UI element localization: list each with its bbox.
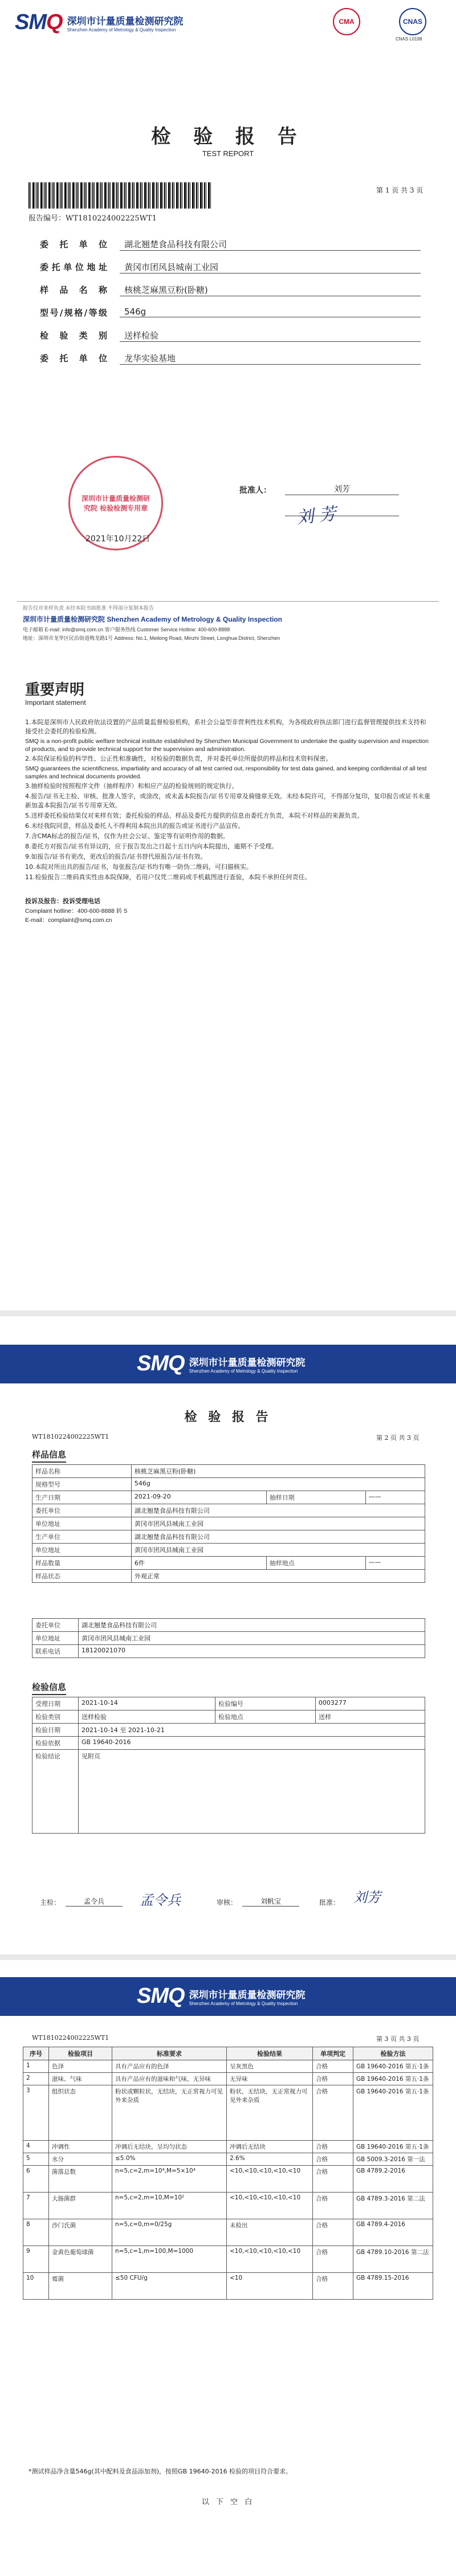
table-cell: 10	[23, 2273, 49, 2300]
table-cell: 9	[23, 2246, 49, 2273]
table-row	[23, 2219, 433, 2246]
table-cell: 2021-10-14 至 2021-10-21	[79, 1724, 425, 1737]
table-row	[32, 1737, 425, 1750]
footer-contact: 电子邮箱 E-mail: info@smq.com.cn 客户服务热线 Customer Service Hotline: 400-600-8888	[23, 627, 230, 632]
table-row	[32, 1619, 425, 1632]
statement-page	[0, 672, 456, 1305]
field-sample-name: 样品名称 核桃芝麻黑豆粉(卧糖)	[40, 284, 107, 296]
table-cell: n=5,c=0,m=0/25g	[112, 2219, 227, 2246]
table-cell: GB 19640-2016 第五·1条	[353, 2141, 433, 2153]
table-cell: 生产单位	[32, 1530, 132, 1544]
table-cell: n=5,c=2,m=10⁴,M=5×10⁴	[112, 2166, 227, 2193]
table-cell: 合格	[313, 2166, 353, 2193]
page2-page-number: 第 2 页 共 3 页	[376, 1434, 420, 1442]
results-table	[23, 2047, 433, 2300]
report-page-3	[0, 1966, 456, 2576]
table-cell: 7	[23, 2193, 49, 2219]
statement-item: 8.委托方对报告/证书有异议的，应于报告发出之日起十五日内向本院提出，逾期不予受理。	[25, 843, 278, 850]
table-row	[23, 2141, 433, 2153]
table-cell: 合格	[313, 2085, 353, 2141]
table-cell: 2	[23, 2073, 49, 2085]
table-cell: 黄冈市团风县城南工业园	[131, 1517, 425, 1530]
table-cell: 色泽	[49, 2060, 112, 2073]
table-cell: 检验类别	[32, 1710, 79, 1724]
table-row	[32, 1570, 425, 1583]
table-cell: 规格型号	[32, 1478, 132, 1491]
statement-item: 4.报告/证书无主检、审核、批准人签字，或涂改，或未盖本院报告/证书专用章及骑缝章无效。未经本院许可，不得部分复印，复印报告或证书未重新加盖本院报告/证书专用章无效。	[25, 793, 430, 809]
statement-item: 3.抽样检验时按照程序文件（抽样程序）和相应产品的检验规则的规定执行。	[25, 782, 238, 790]
statement-item: 5.送样委托检验结果仅对来样有效；委托检验的样品、样品及委托方提供的信息由委托方负责，本院不对样品的来源负责。	[25, 812, 364, 819]
sample-info-table	[32, 1464, 425, 1583]
table-row	[23, 2153, 433, 2166]
section-sample-info: 样品信息	[32, 1448, 66, 1463]
table-cell: 冲调性	[49, 2141, 112, 2153]
table-cell: GB 19640-2016 第五·1条	[353, 2085, 433, 2141]
table-cell: GB 4789.10-2016 第二法	[353, 2246, 433, 2273]
field-test-type: 检验类别 送样检验	[40, 329, 107, 341]
contact-email: E-mail：complaint@smq.com.cn	[25, 917, 112, 924]
table-row	[23, 2085, 433, 2141]
table-cell: 具有产品应有的色泽	[112, 2060, 227, 2073]
table-cell: 合格	[313, 2273, 353, 2300]
table-cell: ≤50 CFU/g	[112, 2273, 227, 2300]
table-cell: 抽样地点	[266, 1557, 365, 1570]
report-title: 检 验 报 告	[151, 125, 305, 148]
table-row	[32, 1465, 425, 1478]
institute-name-en: Shenzhen Academy of Metrology & Quality Inspection	[189, 1368, 298, 1374]
table-cell: n=5,c=2,m=10,M=10²	[112, 2193, 227, 2219]
table-header-row	[23, 2047, 433, 2060]
table-cell: n=5,c=1,m=100,M=1000	[112, 2246, 227, 2273]
table-cell: 合格	[313, 2141, 353, 2153]
reviewer-name: 刘帆宝	[242, 1896, 299, 1907]
table-row	[32, 1530, 425, 1544]
cma-badge-icon: CMA	[333, 8, 360, 35]
table-cell: 呈灰黑色	[227, 2060, 313, 2073]
table-cell: <10,<10,<10,<10,<10	[227, 2166, 313, 2193]
table-cell: 18120021070	[79, 1645, 425, 1658]
statement-item: SMQ is a non-profit public welfare technical institute established by Shenzhen Municipal Government to undertake the quality supervision and inspection of products, and to provide technical support for the supervision and administration.	[25, 738, 429, 753]
table-cell: 检验方法	[353, 2047, 433, 2060]
table-cell: 送样	[315, 1710, 425, 1724]
institute-name-cn: 深圳市计量质量检测研究院	[189, 1357, 306, 1369]
statement-item: 1.本院是深圳市人民政府依法设置的产品质量监督检验机构，系社会公益型非营利性技术机构，为各级政府执法部门进行监督管理提供技术支持和接受社会委托的检验检测。	[25, 718, 426, 735]
table-cell: 委托单位	[32, 1619, 79, 1632]
table-cell: 湖北翘楚食品科技有限公司	[79, 1619, 425, 1632]
page-separator	[0, 1311, 456, 1316]
statement-title: 重要声明	[25, 681, 85, 699]
statement-body	[25, 718, 431, 925]
table-cell: <10,<10,<10,<10,<10	[227, 2246, 313, 2273]
table-cell: 黄冈市团风县城南工业园	[79, 1632, 425, 1645]
table-cell: 联系电话	[32, 1645, 79, 1658]
table-cell: 样品状态	[32, 1570, 132, 1583]
approver-label: 批准人：	[239, 486, 271, 495]
footer-address: 地址：深圳市龙华区民治街道梅龙路1号 Address: No.1, Meilong Road, Minzhi Street, Longhua District, Shenzhen	[23, 635, 280, 641]
table-cell: 合格	[313, 2060, 353, 2073]
field-lab: 委托单位 龙华实验基地	[40, 352, 107, 364]
table-row	[32, 1491, 425, 1504]
table-cell: 单位地址	[32, 1632, 79, 1645]
footer-notice: 报告仅对来样负责 未经本院书面批准 不得部分复制本报告	[23, 605, 154, 611]
contact-heading: 投诉及报告：投诉受理电话	[25, 897, 100, 905]
table-cell: 生产日期	[32, 1491, 132, 1504]
table-cell: 546g	[131, 1478, 425, 1491]
table-cell: 水分	[49, 2153, 112, 2166]
table-cell: 3	[23, 2085, 49, 2141]
table-cell: 检验结果	[227, 2047, 313, 2060]
field-spec: 型号/规格/等级 546g	[40, 307, 107, 319]
statement-item: 10.本院对所出具的报告/证书，每张报告/证书均有唯一防伪二维码，可扫描核实。	[25, 863, 253, 871]
table-row	[23, 2273, 433, 2300]
statement-subtitle: Important statement	[25, 699, 86, 707]
statement-item: 6.未经我院同意，样品及委托人不得利用本院出具的报告或证书进行产品宣传。	[25, 822, 245, 830]
table-cell: 滋味、气味	[49, 2073, 112, 2085]
table-cell: 外观正常	[131, 1570, 425, 1583]
header-logo	[15, 10, 184, 35]
table-cell: 标准要求	[112, 2047, 227, 2060]
table-row	[23, 2166, 433, 2193]
table-cell: 具有产品应有的滋味和气味，无异味	[112, 2073, 227, 2085]
footer-institute: 深圳市计量质量检测研究院 Shenzhen Academy of Metrology & Quality Inspection	[23, 615, 282, 623]
page2-title: 检 验 报 告	[184, 1410, 272, 1424]
statement-item: 9.如报告/证书有更改，更改后的报告/证书替代原报告/证书有效。	[25, 853, 207, 860]
table-cell: 检验编号	[215, 1697, 315, 1710]
table-row	[23, 2073, 433, 2085]
table-cell: 6	[23, 2166, 49, 2193]
table-row	[32, 1557, 425, 1570]
table-cell: 粉状或颗粒状，无结块，无正常视力可见外来杂质	[112, 2085, 227, 2141]
table-row	[23, 2193, 433, 2219]
approver-label: 批准：	[319, 1899, 340, 1907]
report-page-2	[0, 1322, 456, 1949]
page2-report-number: WT1810224002225WT1	[32, 1433, 109, 1440]
cnas-number: CNAS L0198	[396, 36, 422, 42]
table-cell: 霉菌	[49, 2273, 112, 2300]
table-cell: 检验项目	[49, 2047, 112, 2060]
results-remark: *测试样品净含量546g(其中配料及食品添加剂)，按照GB 19640-2016 检验的项目符合要求。	[28, 2468, 292, 2475]
statement-item: SMQ guarantees the scientificness, impartiality and accuracy of all test carried out, responsibility for test data gained, and keeping confidential of all test samples and technical documents provided.	[25, 765, 427, 780]
table-cell: GB 4789.3-2016 第二法	[353, 2193, 433, 2219]
table-cell: 检验地点	[215, 1710, 315, 1724]
table-cell: 检验日期	[32, 1724, 79, 1737]
contact-hotline: Complaint hotline：400-600-8888 转 5	[25, 908, 128, 915]
table-row	[32, 1544, 425, 1557]
smq-logo: SMQ	[137, 1984, 185, 2008]
table-cell: 未检出	[227, 2219, 313, 2246]
table-cell: GB 4789.2-2016	[353, 2166, 433, 2193]
table-cell: GB 5009.3-2016 第一法	[353, 2153, 433, 2166]
table-cell: 送样检验	[79, 1710, 215, 1724]
section-test-info: 检验信息	[32, 1681, 66, 1695]
table-row	[23, 2060, 433, 2073]
table-cell: 4	[23, 2141, 49, 2153]
table-cell: 合格	[313, 2073, 353, 2085]
statement-item: 2.本院保证检验的科学性、公正性和准确性，对检验的数据负责，并对委托单位所提供的样品和技术资料保密。	[25, 755, 332, 762]
table-cell: 黄冈市团风县城南工业园	[131, 1544, 425, 1557]
table-cell: 单位地址	[32, 1517, 132, 1530]
table-row	[32, 1710, 425, 1724]
table-cell: 检验结论	[32, 1750, 79, 1834]
reviewer-label: 审核：	[217, 1899, 238, 1907]
report-title-en: TEST REPORT	[202, 149, 254, 158]
table-cell: 湖北翘楚食品科技有限公司	[131, 1504, 425, 1517]
tester-name: 孟令兵	[66, 1896, 123, 1907]
table-cell: 6件	[131, 1557, 266, 1570]
table-cell: 金黄色葡萄球菌	[49, 2246, 112, 2273]
tester-label: 主检：	[40, 1899, 61, 1907]
table-row	[32, 1478, 425, 1491]
table-cell: GB 19640-2016 第五·1条	[353, 2060, 433, 2073]
institute-name-cn: 深圳市计量质量检测研究院	[67, 15, 184, 27]
table-row	[32, 1517, 425, 1530]
approver-signature: 刘芳	[353, 1889, 381, 1905]
field-client-address: 委托单位地址 黄冈市团风县城南工业园	[40, 261, 107, 273]
table-cell: ——	[365, 1491, 425, 1504]
table-cell: 粉状，无结块，无正常视力可见外来杂质	[227, 2085, 313, 2141]
table-cell: 合格	[313, 2219, 353, 2246]
table-cell: 湖北翘楚食品科技有限公司	[131, 1530, 425, 1544]
approver-signature: 刘 芳	[295, 504, 337, 528]
smq-logo: SMQ	[137, 1352, 185, 1375]
table-row	[32, 1632, 425, 1645]
header-band	[0, 1977, 456, 2016]
table-cell: 2021-10-14	[79, 1697, 215, 1710]
table-row	[32, 1750, 425, 1834]
table-cell: 受理日期	[32, 1697, 79, 1710]
table-cell: ≤5.0%	[112, 2153, 227, 2166]
header-band	[0, 1345, 456, 1383]
table-cell: 2.6%	[227, 2153, 313, 2166]
table-row	[32, 1724, 425, 1737]
table-cell: 冲调后无结块，呈均匀状态	[112, 2141, 227, 2153]
table-cell: 2021-09-20	[131, 1491, 266, 1504]
test-info-table	[32, 1697, 425, 1834]
page-number: 第 1 页 共 3 页	[376, 186, 424, 194]
table-cell: <10,<10,<10,<10,<10	[227, 2193, 313, 2219]
table-cell: GB 4789.15-2016	[353, 2273, 433, 2300]
inspection-seal-icon: 深圳市计量质量检测研究院 检验检测专用章	[68, 456, 163, 550]
end-of-report: 以 下 空 白	[201, 2498, 255, 2506]
table-cell: 合格	[313, 2153, 353, 2166]
table-row	[32, 1504, 425, 1517]
table-cell: 8	[23, 2219, 49, 2246]
table-row	[23, 2246, 433, 2273]
issue-date: 2021年10月22日	[85, 534, 150, 544]
table-cell: 菌落总数	[49, 2166, 112, 2193]
report-number: 报告编号：WT1810224002225WT1	[28, 214, 157, 223]
table-cell: 核桃芝麻黑豆粉(卧糖)	[131, 1465, 425, 1478]
cover-page	[0, 0, 456, 667]
table-cell: <10	[227, 2273, 313, 2300]
statement-item: 11.检验报告二维码真实性由本院保障，若用户仅凭二维码或手机截图进行查验，本院不承担任何责任。	[25, 873, 311, 881]
footer-divider	[17, 601, 439, 602]
field-client: 委托单位 湖北翘楚食品科技有限公司	[40, 238, 107, 250]
table-cell: 大肠菌群	[49, 2193, 112, 2219]
table-cell: 单项判定	[313, 2047, 353, 2060]
table-cell: GB 4789.4-2016	[353, 2219, 433, 2246]
table-row	[32, 1697, 425, 1710]
table-cell: 5	[23, 2153, 49, 2166]
institute-name-en: Shenzhen Academy of Metrology & Quality Inspection	[189, 2001, 298, 2006]
tester-signature: 孟令兵	[140, 1892, 181, 1908]
table-cell: 冲调后无结块	[227, 2141, 313, 2153]
table-cell: 抽样日期	[266, 1491, 365, 1504]
table-cell: GB 19640-2016	[79, 1737, 425, 1750]
barcode	[28, 182, 211, 209]
table-cell: 委托单位	[32, 1504, 132, 1517]
table-cell: 序号	[23, 2047, 49, 2060]
institute-name-cn: 深圳市计量质量检测研究院	[189, 1989, 306, 2001]
page3-page-number: 第 3 页 共 3 页	[376, 2035, 420, 2043]
institute-name-en: Shenzhen Academy of Metrology & Quality Inspection	[67, 27, 176, 32]
client-info-table	[32, 1618, 425, 1658]
page3-report-number: WT1810224002225WT1	[32, 2034, 109, 2042]
table-cell: 无异味	[227, 2073, 313, 2085]
table-cell: 单位地址	[32, 1544, 132, 1557]
table-row	[32, 1645, 425, 1658]
statement-item: 7.含CMA标志的报告/证书，仅作为社会公证、鉴定等有证明作用的数据。	[25, 832, 229, 840]
table-cell: 组织状态	[49, 2085, 112, 2141]
table-cell: 沙门氏菌	[49, 2219, 112, 2246]
table-cell: 样品名称	[32, 1465, 132, 1478]
smq-logo: SMQ	[15, 10, 63, 34]
table-cell: ——	[365, 1557, 425, 1570]
table-cell: 0003277	[315, 1697, 425, 1710]
table-cell: 合格	[313, 2193, 353, 2219]
table-cell: 合格	[313, 2246, 353, 2273]
table-cell: 1	[23, 2060, 49, 2073]
page-separator	[0, 1954, 456, 1960]
cnas-badge-icon: CNAS	[399, 8, 426, 35]
table-cell: 见附页	[79, 1750, 425, 1834]
table-cell: 检验依据	[32, 1737, 79, 1750]
table-cell: 样品数量	[32, 1557, 132, 1570]
approver-name: 刘芳	[285, 483, 399, 495]
table-cell: GB 19640-2016 第五·1条	[353, 2073, 433, 2085]
